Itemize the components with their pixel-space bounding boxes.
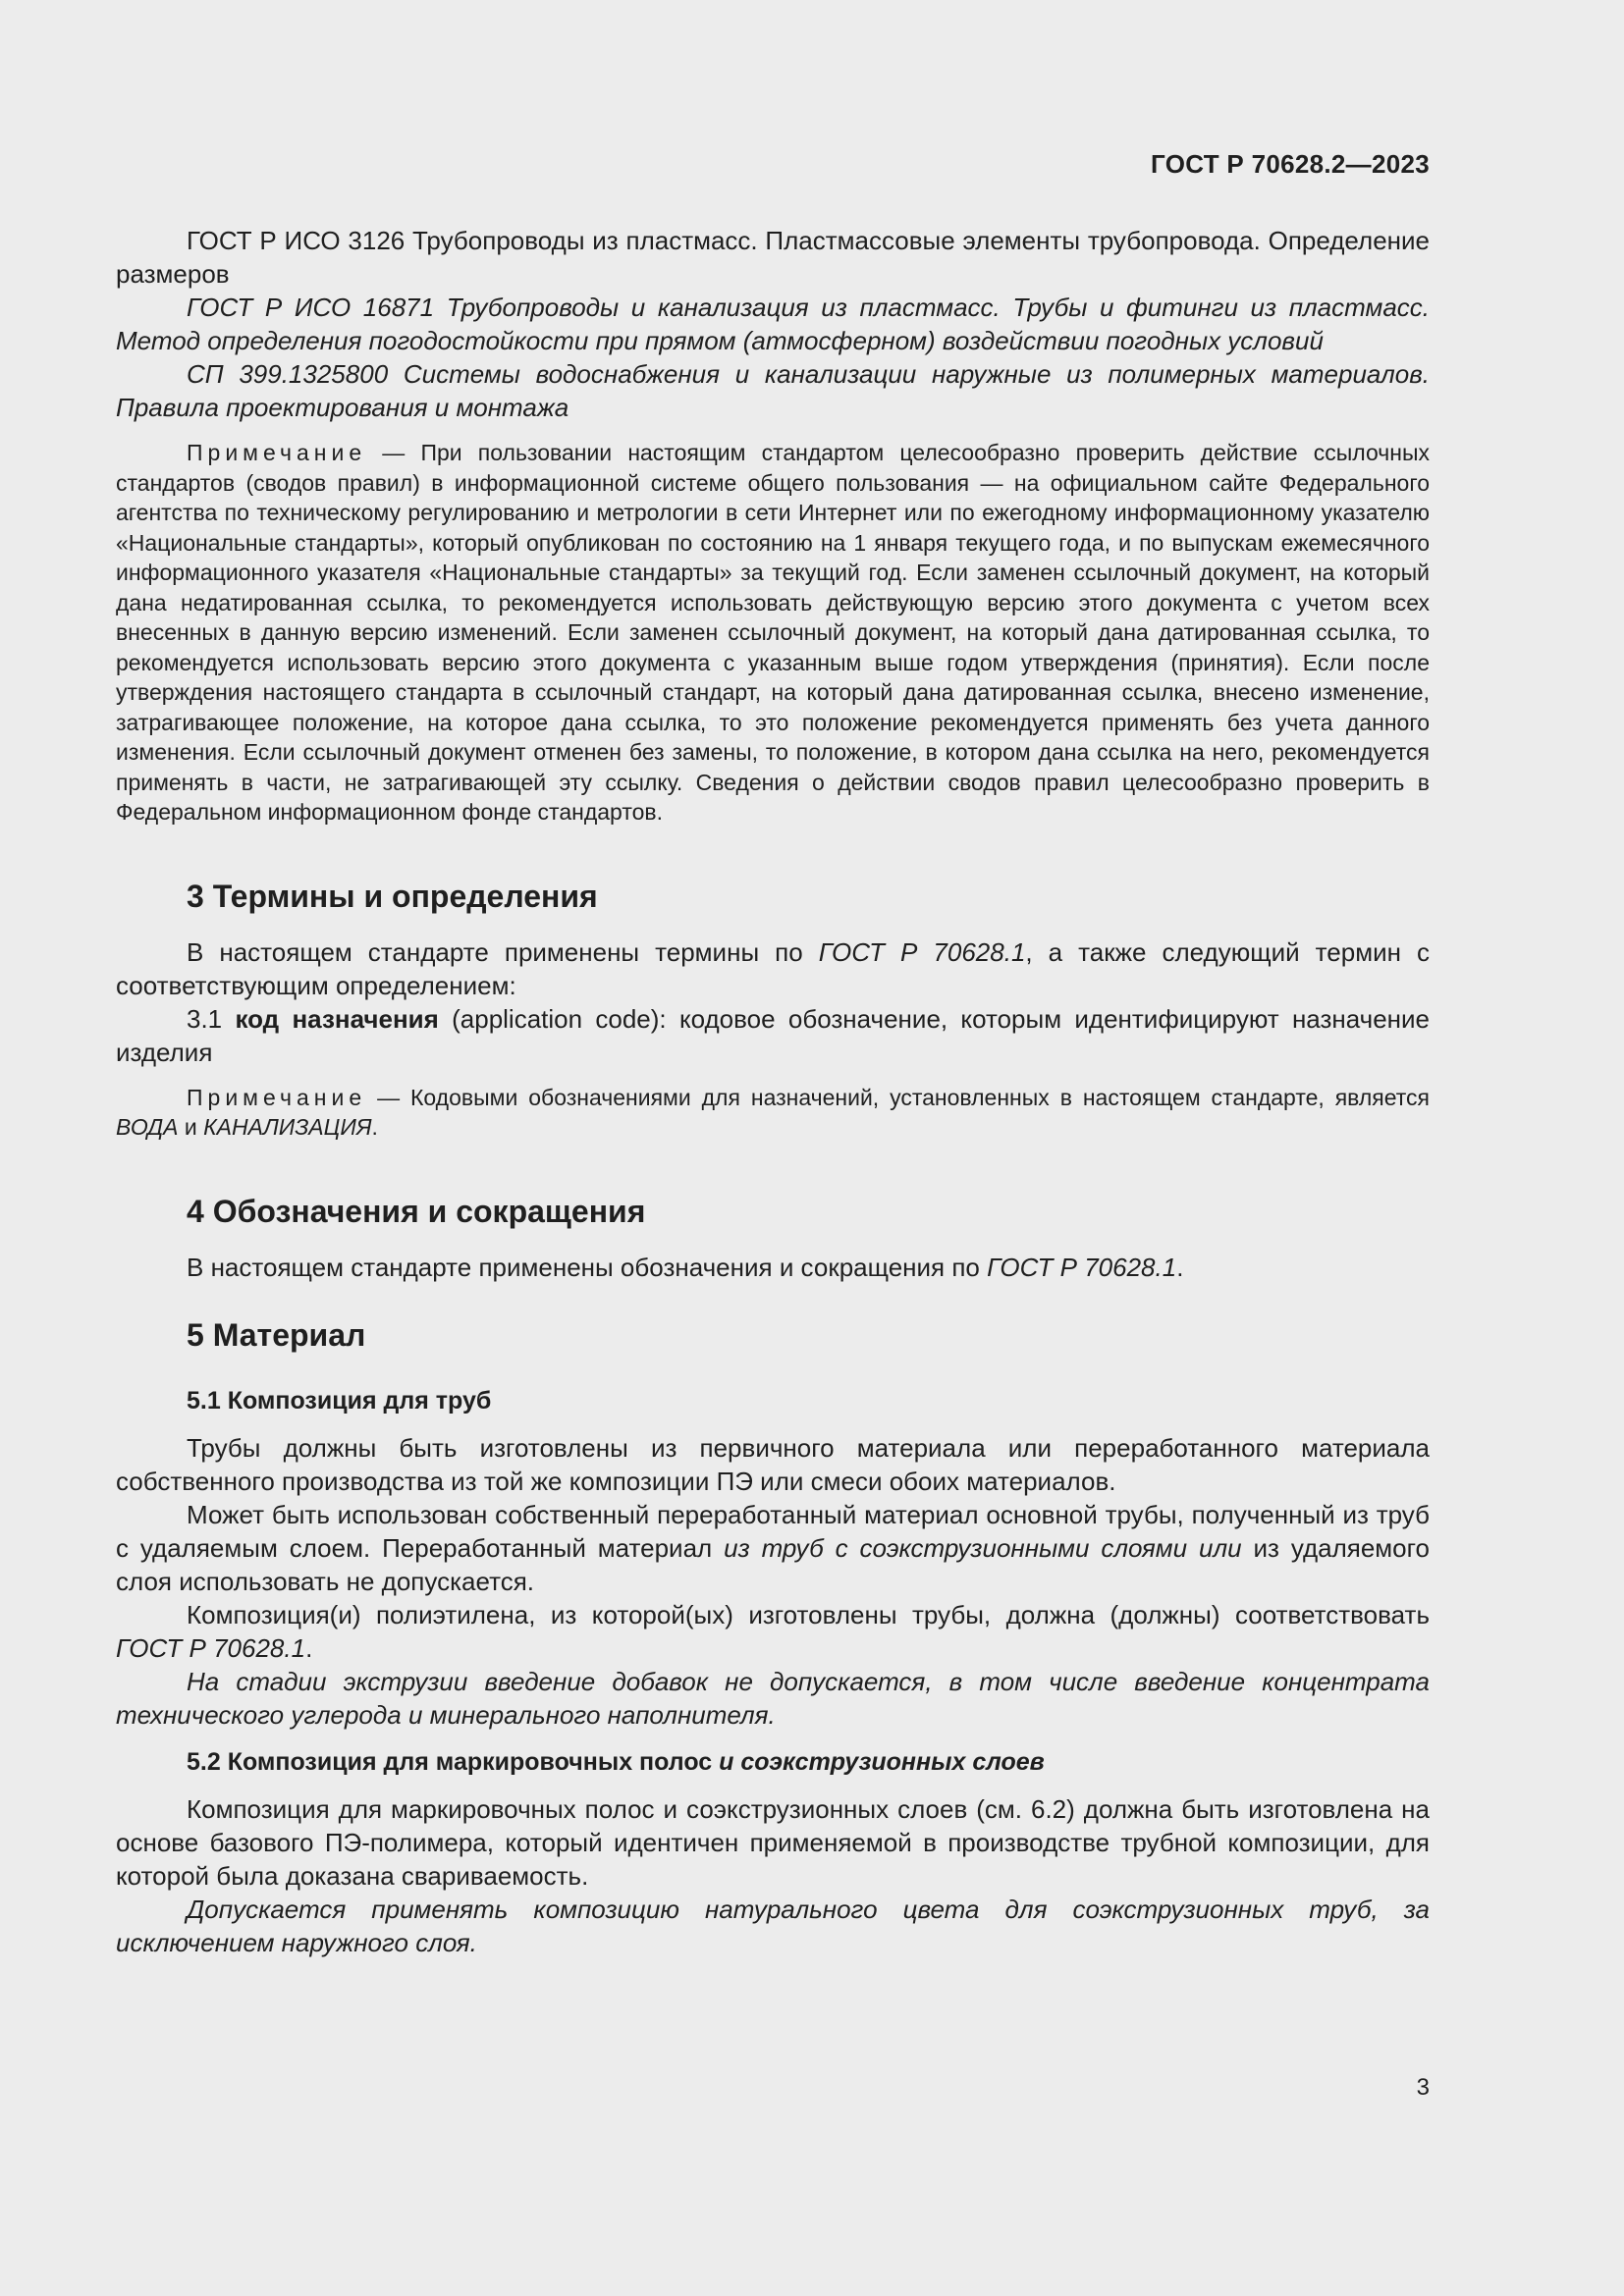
paragraph: Может быть использован собственный переработанный материал основной трубы, полученный из труб с удаляемым слоем. Переработанный материал из труб с соэкструзионными слоями или из удаляемого слоя использовать не допускается. — [116, 1499, 1431, 1596]
term-definition: 3.1 код назначения (application code): кодовое обозначение, которым идентифицируют назначение изделия — [116, 1003, 1430, 1067]
section-3-intro: В настоящем стандарте применены термины по ГОСТ Р 70628.1, а также следующий термин с соответствующим определением: — [116, 936, 1431, 1000]
reference-link: ГОСТ Р 70628.1 — [987, 1252, 1177, 1282]
reference-item: ГОСТ Р ИСО 3126 Трубопроводы из пластмасс. Пластмассовые элементы трубопровода. Определение размеров — [116, 226, 1430, 289]
note-references — [116, 438, 1430, 828]
term-name: код назначения — [235, 1003, 439, 1034]
section-4-heading: 4 Обозначения и сокращения — [187, 1193, 646, 1229]
reference-link: ГОСТ Р 70628.1 — [116, 1632, 306, 1663]
note-label: Примечание — [187, 440, 367, 465]
paragraph: Композиция(и) полиэтилена, из которой(ых) изготовлены трубы, должна (должны) соответствовать ГОСТ Р 70628.1. — [116, 1599, 1430, 1663]
reference-item: ГОСТ Р ИСО 16871 Трубопроводы и канализация из пластмасс. Трубы и фитинги из пластмасс. Метод определения погодостойкости при прямом (атмосферном) воздействии погодных условий — [116, 293, 1430, 355]
subsection-5-2-heading: 5.2 Композиция для маркировочных полос и соэкструзионных слоев — [187, 1747, 1045, 1776]
document-code-header: ГОСТ Р 70628.2—2023 — [1151, 149, 1430, 179]
paragraph: Допускается применять композицию натурального цвета для соэкструзионных труб, за исключением наружного слоя. — [116, 1894, 1430, 1957]
subsection-5-1-heading: 5.1 Композиция для труб — [187, 1386, 492, 1415]
page-number: 3 — [1416, 2074, 1430, 2101]
section-5-heading: 5 Материал — [187, 1316, 366, 1353]
paragraph: Трубы должны быть изготовлены из первичного материала или переработанного материала собственного производства из той же композиции ПЭ или смеси обоих материалов. — [116, 1432, 1430, 1496]
reference-item: СП 399.1325800 Системы водоснабжения и канализации наружные из полимерных материалов. Правила проектирования и монтажа — [116, 359, 1430, 422]
reference-link: ГОСТ Р 70628.1 — [818, 936, 1026, 967]
note-terms: Примечание — Кодовыми обозначениями для назначений, установленных в настоящем стандарте, является ВОДА и КАНАЛИЗАЦИЯ. — [116, 1084, 1430, 1140]
paragraph: Композиция для маркировочных полос и соэкструзионных слоев (см. 6.2) должна быть изготовлена на основе базового ПЭ-полимера, который идентичен применяемой в производстве трубной композиции, для которой была доказана свариваемость. — [116, 1793, 1430, 1891]
page-content — [116, 224, 1430, 1959]
note-text: — При пользовании настоящим стандартом целесообразно проверить действие ссылочных стандартов (сводов правил) в информационной системе общего пользования — на официальном сайте Федерального агентства по техническому регулированию и метрологии в сети Интернет или по ежегодному информационному указателю «Национальные стандарты», который опубликован по состоянию на 1 января текущего года, и по выпускам ежемесячного информационного указателя «Национальные стандарты» за текущий год. Если заменен ссылочный документ, на который дана недатированная ссылка, то рекомендуется использовать действующую версию этого документа с учетом всех внесенных в данную версию изменений. Если заменен ссылочный документ, на который дана датированная ссылка, то рекомендуется использовать версию этого документа с указанным выше годом утверждения (принятия). Если после утверждения настоящего стандарта в ссылочный стандарт, на который дана датированная ссылка, внесено изменение, затрагивающее положение, на которое дана ссылка, то это положение рекомендуется применять без учета данного изменения. Если ссылочный документ отменен без замены, то положение, в котором дана ссылка на него, рекомендуется применять в части, не затрагивающей эту ссылку. Сведения о действии сводов правил целесообразно проверить в Федеральном информационном фонде стандартов. — [116, 440, 1430, 825]
paragraph: На стадии экструзии введение добавок не допускается, в том числе введение концентрата технического углерода и минерального наполнителя. — [116, 1666, 1430, 1730]
section-3-heading: 3 Термины и определения — [187, 878, 598, 914]
note-label: Примечание — [187, 1084, 367, 1110]
section-4-text: В настоящем стандарте применены обозначения и сокращения по ГОСТ Р 70628.1. — [187, 1252, 1184, 1282]
